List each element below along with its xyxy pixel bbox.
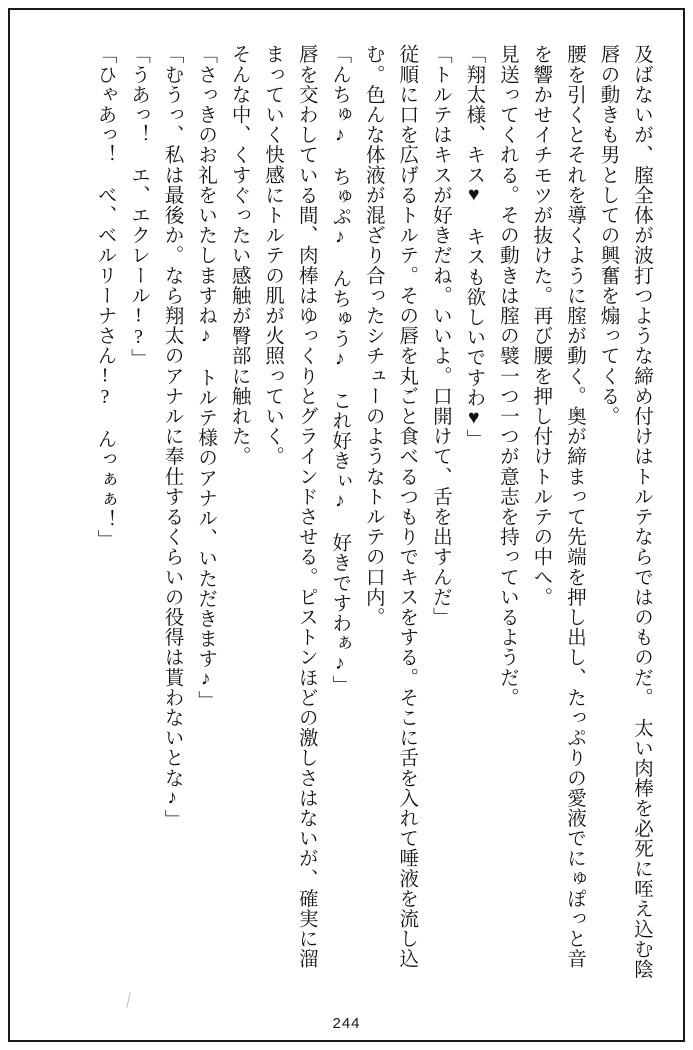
paragraph-2: 腰を引くとそれを導くように腟が動く。奥が締まって先端を押し出し、たっぷりの愛液でにゅぽっと音を響かせイチモツが抜けた。再び腰を押し付けトルテの中へ。 [530, 44, 585, 969]
paragraph-12-dialogue: 「うあっ！ エ、エクレール!?」 [128, 44, 150, 369]
paragraph-13-dialogue: 「ひゃあっ！ べ、ベルリーナさん!? んっぁぁ！」 [94, 44, 116, 550]
paragraph-9: そんな中、くすぐったい感触が臀部に触れた。 [228, 44, 250, 467]
page-number: 244 [332, 1015, 361, 1032]
paragraph-8: 唇を交わしている間、肉棒はゆっくりとグラインドさせる。ピストンほどの激しさはないが、確実に溜まっていく快感にトルテの肌が火照っていく。 [262, 44, 317, 969]
print-tick-mark [126, 992, 130, 1008]
paragraph-6: 従順に口を広げるトルテ。その唇を丸ごと食べるつもりでキスをする。そこに舌を入れて唾液を流し込む。色んな体液が混ざり合ったシチューのようなトルテの口内。 [362, 44, 418, 969]
paragraph-11-dialogue: 「むうっ、私は最後か。なら翔太のアナルに奉仕するくらいの役得は貰わないとな♪」 [161, 44, 183, 830]
paragraph-1: 及ばないが、腟全体が波打つような締め付けはトルテならではのものだ。 太い肉棒を必死に咥え込む陰唇の動きも男としての興奮を煽ってくる。 [597, 44, 652, 979]
paragraph-10-dialogue: 「さっきのお礼をいたしますね♪ トルテ様のアナル、いただきます♪」 [195, 44, 217, 711]
paragraph-3: 見送ってくれる。その動きは腟の襞一つ一つが意志を持っているようだ。 [496, 44, 518, 708]
paragraph-5-dialogue: 「トルテはキスが好きだね。いいよ。口開けて、舌を出すんだ」 [429, 44, 451, 627]
paragraph-7-dialogue: 「んちゅ♪ ちゅぷ♪ んちゅう♪ これ好きぃ♪ 好きですわぁ♪」 [329, 44, 351, 695]
vertical-text-body [30, 44, 658, 982]
paragraph-4-dialogue: 「翔太様、キス♥ キスも欲しいですわ♥」 [463, 44, 485, 449]
